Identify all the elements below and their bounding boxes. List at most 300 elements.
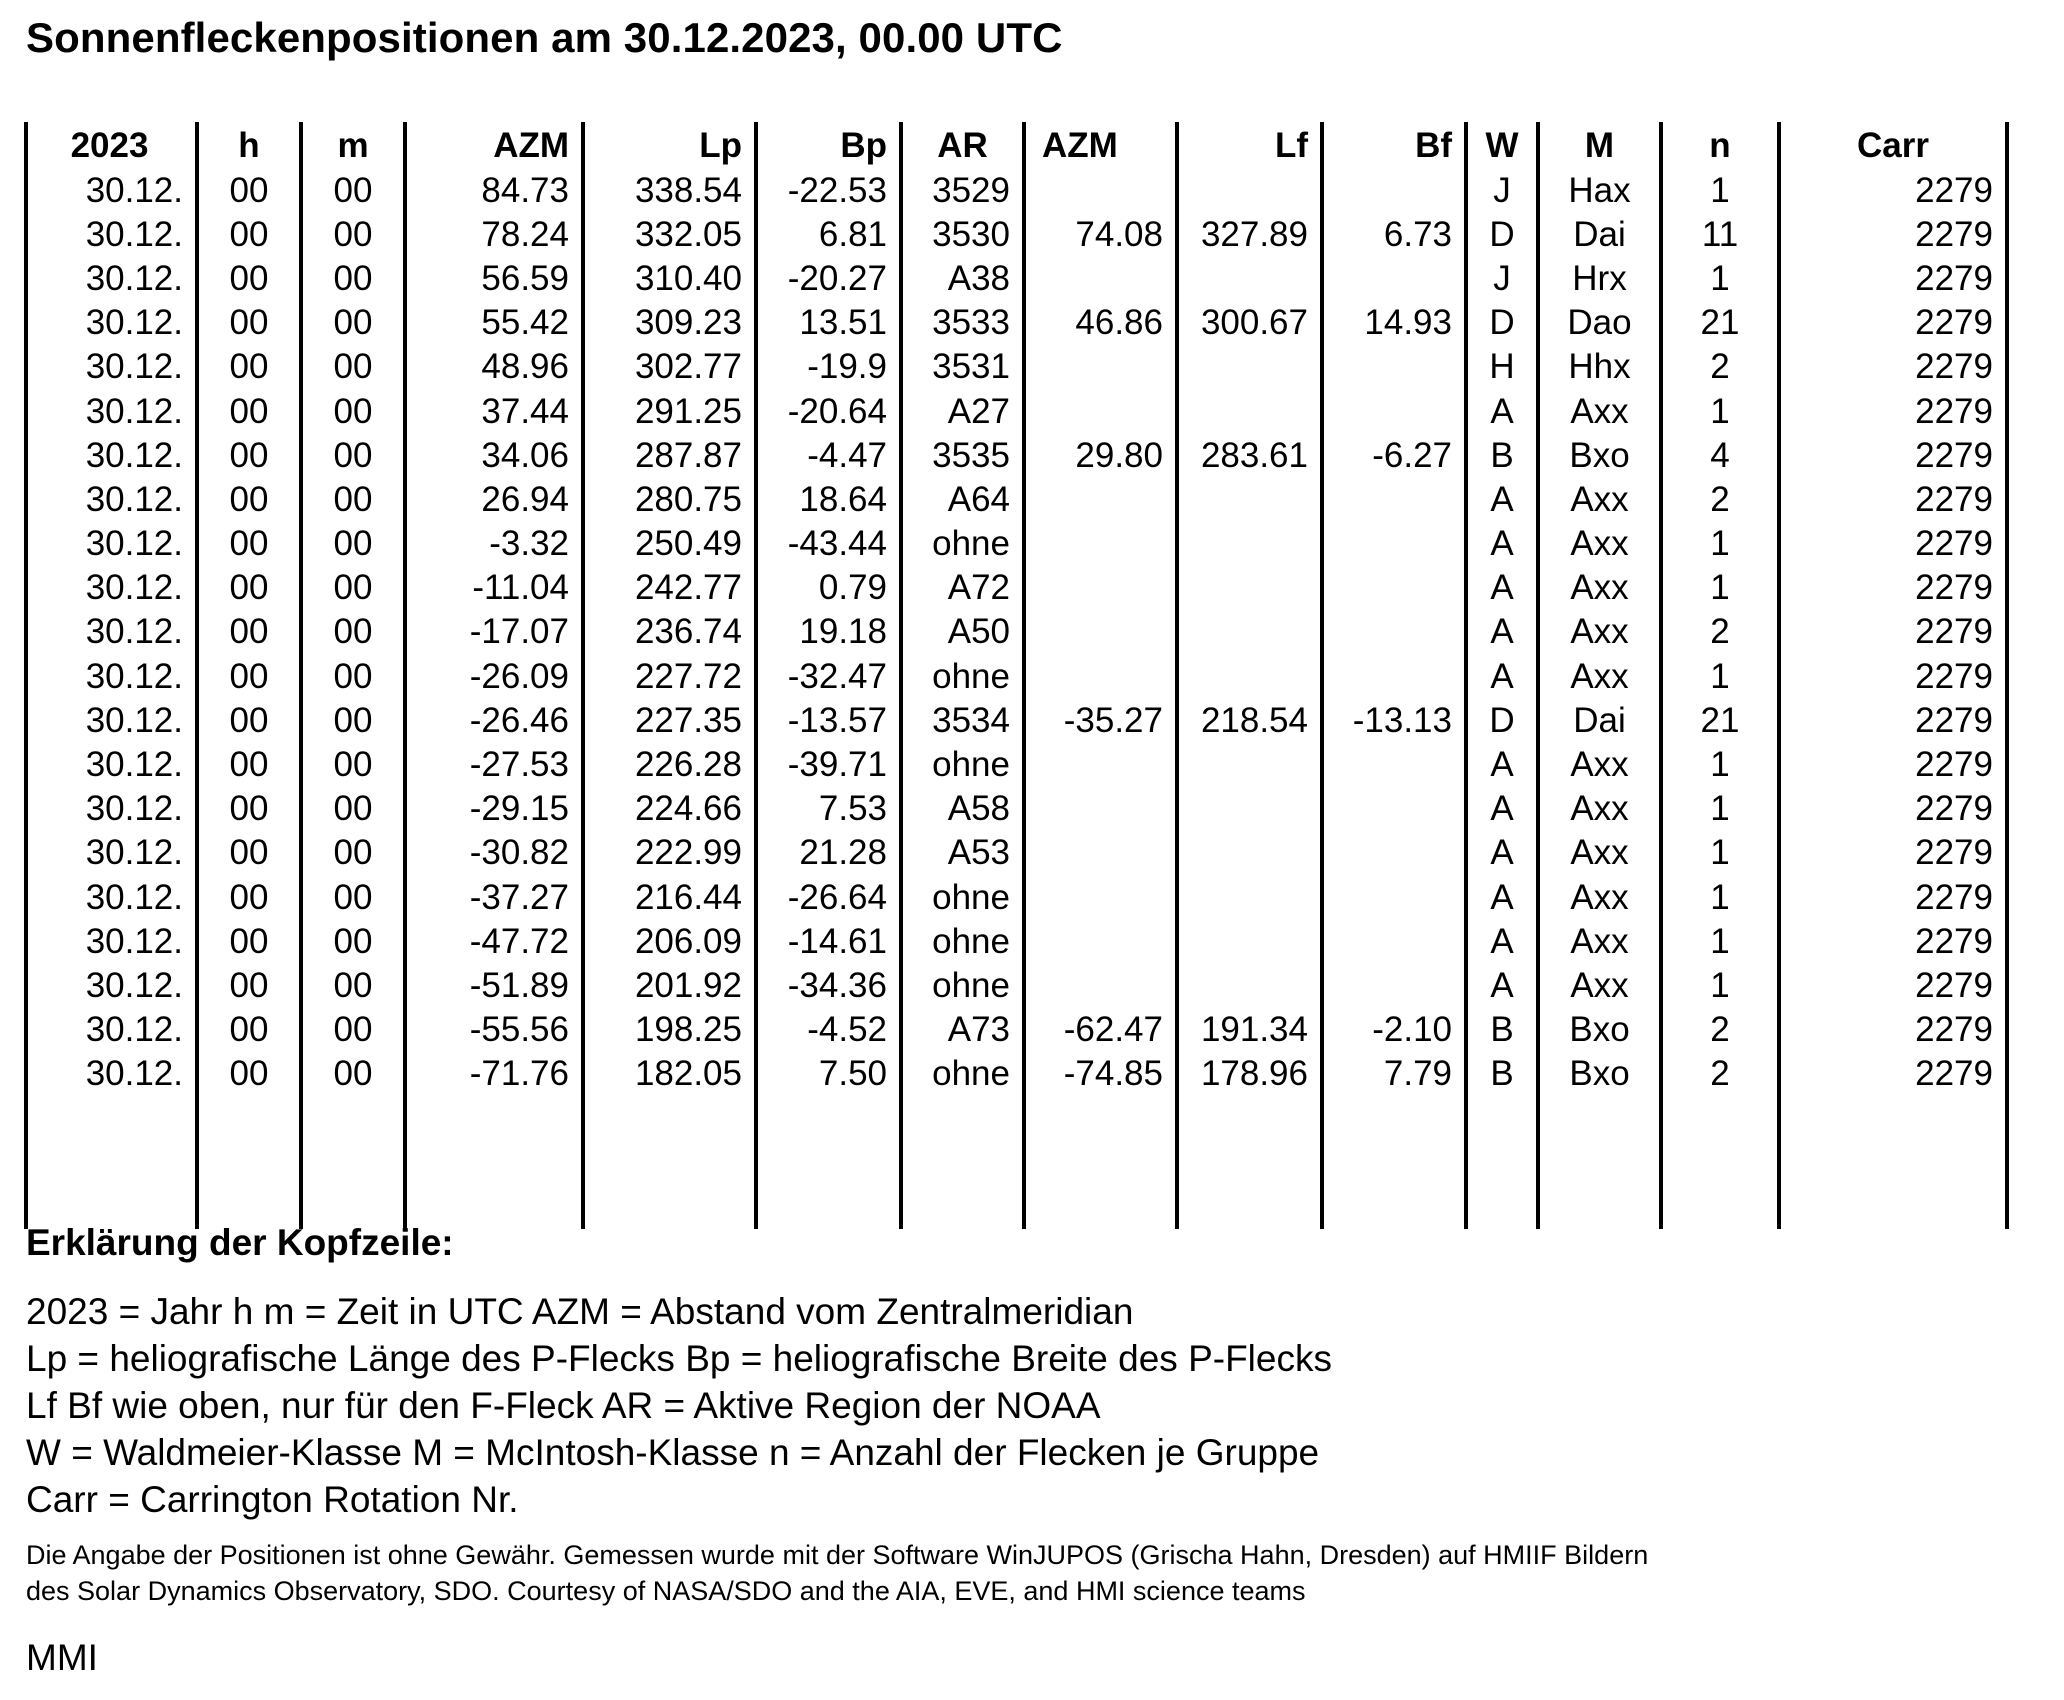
table-row	[26, 831, 2007, 875]
cell-date: 30.12.	[26, 1008, 197, 1052]
cell-hour: 00	[197, 566, 301, 610]
table-empty-row	[26, 1140, 2007, 1184]
cell-bf	[1322, 256, 1466, 300]
cell-bf: -2.10	[1322, 1008, 1466, 1052]
column-header-lf: Lf	[1177, 122, 1322, 168]
cell-date: 30.12.	[26, 610, 197, 654]
cell-carr: 2279	[1779, 389, 2007, 433]
cell-n: 4	[1661, 433, 1779, 477]
cell-bp: -34.36	[756, 963, 901, 1007]
cell-azm-f	[1024, 831, 1177, 875]
cell-ar: 3529	[901, 168, 1024, 212]
cell-lf	[1177, 610, 1322, 654]
cell-lp: 206.09	[583, 919, 756, 963]
cell-lf	[1177, 566, 1322, 610]
cell-lp: 332.05	[583, 212, 756, 256]
cell-ar: ohne	[901, 919, 1024, 963]
cell-minute: 00	[301, 301, 405, 345]
cell-ar: ohne	[901, 1052, 1024, 1096]
cell-minute: 00	[301, 168, 405, 212]
legend-line: Lf Bf wie oben, nur für den F-Fleck AR = Aktive Region der NOAA	[26, 1385, 1101, 1426]
cell-hour: 00	[197, 963, 301, 1007]
cell-azm-f	[1024, 477, 1177, 521]
cell-empty	[1779, 1096, 2007, 1140]
cell-bf: 14.93	[1322, 301, 1466, 345]
cell-carr: 2279	[1779, 301, 2007, 345]
table-empty-row	[26, 1096, 2007, 1140]
cell-empty	[1466, 1140, 1538, 1184]
cell-ar: 3533	[901, 301, 1024, 345]
column-header-bp: Bp	[756, 122, 901, 168]
cell-lp: 302.77	[583, 345, 756, 389]
cell-azm-p: 26.94	[405, 477, 583, 521]
cell-w: A	[1466, 787, 1538, 831]
cell-bp: 0.79	[756, 566, 901, 610]
cell-empty	[197, 1096, 301, 1140]
cell-azm-f	[1024, 522, 1177, 566]
cell-empty	[405, 1096, 583, 1140]
cell-azm-p: 78.24	[405, 212, 583, 256]
cell-lf: 178.96	[1177, 1052, 1322, 1096]
cell-lp: 310.40	[583, 256, 756, 300]
cell-mclass: Axx	[1538, 831, 1661, 875]
cell-empty	[1466, 1096, 1538, 1140]
cell-bp: 7.53	[756, 787, 901, 831]
cell-lf	[1177, 522, 1322, 566]
cell-azm-p: 84.73	[405, 168, 583, 212]
table-row	[26, 212, 2007, 256]
cell-minute: 00	[301, 963, 405, 1007]
cell-ar: 3535	[901, 433, 1024, 477]
cell-n: 1	[1661, 787, 1779, 831]
cell-azm-f	[1024, 256, 1177, 300]
cell-w: A	[1466, 963, 1538, 1007]
cell-empty	[301, 1140, 405, 1184]
cell-minute: 00	[301, 875, 405, 919]
table-row	[26, 963, 2007, 1007]
cell-bf	[1322, 477, 1466, 521]
cell-n: 1	[1661, 168, 1779, 212]
cell-w: A	[1466, 389, 1538, 433]
cell-carr: 2279	[1779, 698, 2007, 742]
cell-empty	[1661, 1140, 1779, 1184]
cell-lp: 227.72	[583, 654, 756, 698]
footnote-line: des Solar Dynamics Observatory, SDO. Courtesy of NASA/SDO and the AIA, EVE, and HMI science teams	[26, 1576, 1306, 1606]
cell-lp: 201.92	[583, 963, 756, 1007]
cell-n: 1	[1661, 389, 1779, 433]
cell-lf	[1177, 654, 1322, 698]
cell-w: B	[1466, 1008, 1538, 1052]
cell-ar: ohne	[901, 742, 1024, 786]
cell-lf	[1177, 875, 1322, 919]
cell-lp: 216.44	[583, 875, 756, 919]
table-row	[26, 477, 2007, 521]
cell-bp: -43.44	[756, 522, 901, 566]
cell-minute: 00	[301, 389, 405, 433]
cell-carr: 2279	[1779, 963, 2007, 1007]
cell-date: 30.12.	[26, 1052, 197, 1096]
cell-carr: 2279	[1779, 345, 2007, 389]
cell-w: J	[1466, 168, 1538, 212]
cell-minute: 00	[301, 345, 405, 389]
cell-hour: 00	[197, 1052, 301, 1096]
cell-date: 30.12.	[26, 477, 197, 521]
cell-azm-f: -35.27	[1024, 698, 1177, 742]
cell-azm-p: -55.56	[405, 1008, 583, 1052]
cell-lf	[1177, 831, 1322, 875]
cell-date: 30.12.	[26, 787, 197, 831]
cell-lp: 280.75	[583, 477, 756, 521]
cell-azm-f	[1024, 963, 1177, 1007]
cell-empty	[1466, 1184, 1538, 1228]
cell-n: 1	[1661, 742, 1779, 786]
cell-lf	[1177, 742, 1322, 786]
table-row	[26, 919, 2007, 963]
cell-hour: 00	[197, 610, 301, 654]
cell-ar: ohne	[901, 875, 1024, 919]
cell-carr: 2279	[1779, 831, 2007, 875]
cell-bf	[1322, 389, 1466, 433]
column-header-m: M	[1538, 122, 1661, 168]
cell-ar: 3534	[901, 698, 1024, 742]
cell-empty	[1538, 1140, 1661, 1184]
cell-mclass: Axx	[1538, 787, 1661, 831]
cell-lp: 250.49	[583, 522, 756, 566]
cell-mclass: Axx	[1538, 919, 1661, 963]
cell-hour: 00	[197, 875, 301, 919]
column-header-n: n	[1661, 122, 1779, 168]
cell-empty	[583, 1096, 756, 1140]
cell-w: A	[1466, 477, 1538, 521]
cell-empty	[1177, 1096, 1322, 1140]
cell-mclass: Axx	[1538, 654, 1661, 698]
cell-empty	[901, 1096, 1024, 1140]
table-row	[26, 742, 2007, 786]
cell-n: 1	[1661, 919, 1779, 963]
cell-w: A	[1466, 654, 1538, 698]
cell-ar: A38	[901, 256, 1024, 300]
cell-empty	[901, 1140, 1024, 1184]
table-row	[26, 566, 2007, 610]
cell-ar: A72	[901, 566, 1024, 610]
table-row	[26, 875, 2007, 919]
cell-lf	[1177, 787, 1322, 831]
cell-minute: 00	[301, 522, 405, 566]
cell-azm-p: -71.76	[405, 1052, 583, 1096]
column-header-ar: AR	[901, 122, 1024, 168]
cell-date: 30.12.	[26, 919, 197, 963]
cell-minute: 00	[301, 831, 405, 875]
cell-mclass: Axx	[1538, 522, 1661, 566]
cell-date: 30.12.	[26, 875, 197, 919]
cell-azm-p: -3.32	[405, 522, 583, 566]
cell-bf	[1322, 963, 1466, 1007]
author-signature: MMI	[26, 1637, 98, 1678]
cell-w: B	[1466, 1052, 1538, 1096]
column-header-year: 2023	[26, 122, 197, 168]
cell-azm-f	[1024, 610, 1177, 654]
cell-bf	[1322, 522, 1466, 566]
cell-w: D	[1466, 212, 1538, 256]
table-row	[26, 698, 2007, 742]
cell-mclass: Axx	[1538, 875, 1661, 919]
cell-azm-f	[1024, 875, 1177, 919]
cell-bf: -13.13	[1322, 698, 1466, 742]
cell-azm-p: -26.46	[405, 698, 583, 742]
legend-line: 2023 = Jahr h m = Zeit in UTC AZM = Abstand vom Zentralmeridian	[26, 1291, 1134, 1332]
cell-empty	[26, 1140, 197, 1184]
cell-mclass: Dai	[1538, 698, 1661, 742]
cell-w: A	[1466, 875, 1538, 919]
cell-w: H	[1466, 345, 1538, 389]
cell-n: 2	[1661, 1008, 1779, 1052]
column-header-lp: Lp	[583, 122, 756, 168]
cell-azm-f	[1024, 742, 1177, 786]
cell-empty	[405, 1140, 583, 1184]
cell-w: D	[1466, 301, 1538, 345]
cell-carr: 2279	[1779, 212, 2007, 256]
cell-minute: 00	[301, 742, 405, 786]
cell-carr: 2279	[1779, 433, 2007, 477]
cell-mclass: Axx	[1538, 963, 1661, 1007]
cell-ar: A53	[901, 831, 1024, 875]
cell-n: 11	[1661, 212, 1779, 256]
cell-azm-f: -62.47	[1024, 1008, 1177, 1052]
cell-empty	[1322, 1184, 1466, 1228]
cell-minute: 00	[301, 1052, 405, 1096]
cell-bf	[1322, 610, 1466, 654]
cell-n: 1	[1661, 256, 1779, 300]
cell-azm-p: -17.07	[405, 610, 583, 654]
column-header-azm-f: AZM	[1024, 122, 1177, 168]
cell-ar: A58	[901, 787, 1024, 831]
legend-line: Carr = Carrington Rotation Nr.	[26, 1479, 519, 1520]
cell-empty	[1661, 1184, 1779, 1228]
cell-hour: 00	[197, 831, 301, 875]
cell-azm-p: 48.96	[405, 345, 583, 389]
cell-azm-f	[1024, 345, 1177, 389]
cell-bp: -4.47	[756, 433, 901, 477]
cell-w: A	[1466, 566, 1538, 610]
cell-w: A	[1466, 522, 1538, 566]
cell-hour: 00	[197, 389, 301, 433]
cell-empty	[1779, 1140, 2007, 1184]
cell-empty	[26, 1096, 197, 1140]
cell-azm-p: -11.04	[405, 566, 583, 610]
cell-empty	[1538, 1184, 1661, 1228]
cell-n: 2	[1661, 1052, 1779, 1096]
cell-azm-f	[1024, 919, 1177, 963]
cell-bp: 18.64	[756, 477, 901, 521]
cell-mclass: Axx	[1538, 742, 1661, 786]
cell-carr: 2279	[1779, 477, 2007, 521]
cell-ar: ohne	[901, 522, 1024, 566]
cell-hour: 00	[197, 787, 301, 831]
cell-empty	[756, 1184, 901, 1228]
table-row	[26, 1052, 2007, 1096]
cell-w: A	[1466, 742, 1538, 786]
cell-azm-p: -30.82	[405, 831, 583, 875]
cell-carr: 2279	[1779, 919, 2007, 963]
cell-empty	[1779, 1184, 2007, 1228]
cell-date: 30.12.	[26, 389, 197, 433]
cell-azm-p: -27.53	[405, 742, 583, 786]
cell-empty	[1024, 1140, 1177, 1184]
cell-azm-p: 34.06	[405, 433, 583, 477]
table-row	[26, 389, 2007, 433]
cell-hour: 00	[197, 256, 301, 300]
cell-lp: 242.77	[583, 566, 756, 610]
cell-mclass: Axx	[1538, 477, 1661, 521]
cell-ar: A73	[901, 1008, 1024, 1052]
cell-date: 30.12.	[26, 301, 197, 345]
cell-mclass: Bxo	[1538, 433, 1661, 477]
cell-mclass: Bxo	[1538, 1052, 1661, 1096]
cell-azm-p: 37.44	[405, 389, 583, 433]
cell-mclass: Dao	[1538, 301, 1661, 345]
cell-date: 30.12.	[26, 963, 197, 1007]
cell-ar: 3530	[901, 212, 1024, 256]
cell-minute: 00	[301, 566, 405, 610]
cell-azm-p: -47.72	[405, 919, 583, 963]
cell-bf: 6.73	[1322, 212, 1466, 256]
footnote-line: Die Angabe der Positionen ist ohne Gewähr. Gemessen wurde mit der Software WinJUPOS (Grischa Hahn, Dresden) auf HMIIF Bildern	[26, 1540, 1649, 1570]
cell-lf	[1177, 345, 1322, 389]
cell-azm-p: -26.09	[405, 654, 583, 698]
cell-empty	[1661, 1096, 1779, 1140]
cell-bf	[1322, 831, 1466, 875]
cell-hour: 00	[197, 919, 301, 963]
cell-lf: 191.34	[1177, 1008, 1322, 1052]
cell-empty	[756, 1140, 901, 1184]
cell-minute: 00	[301, 433, 405, 477]
table-row	[26, 256, 2007, 300]
table-row	[26, 610, 2007, 654]
cell-carr: 2279	[1779, 522, 2007, 566]
cell-w: A	[1466, 831, 1538, 875]
cell-n: 1	[1661, 831, 1779, 875]
cell-azm-f	[1024, 389, 1177, 433]
cell-azm-f: 29.80	[1024, 433, 1177, 477]
cell-carr: 2279	[1779, 566, 2007, 610]
cell-carr: 2279	[1779, 168, 2007, 212]
cell-bp: -4.52	[756, 1008, 901, 1052]
cell-mclass: Hhx	[1538, 345, 1661, 389]
cell-empty	[1177, 1140, 1322, 1184]
cell-hour: 00	[197, 301, 301, 345]
cell-lf: 283.61	[1177, 433, 1322, 477]
table-row	[26, 168, 2007, 212]
cell-empty	[1322, 1096, 1466, 1140]
table-row	[26, 301, 2007, 345]
cell-date: 30.12.	[26, 168, 197, 212]
cell-empty	[301, 1096, 405, 1140]
cell-n: 21	[1661, 301, 1779, 345]
cell-azm-p: 56.59	[405, 256, 583, 300]
cell-mclass: Axx	[1538, 389, 1661, 433]
cell-azm-p: -29.15	[405, 787, 583, 831]
table-row	[26, 1008, 2007, 1052]
cell-empty	[197, 1140, 301, 1184]
cell-azm-p: -37.27	[405, 875, 583, 919]
cell-lf: 327.89	[1177, 212, 1322, 256]
cell-mclass: Dai	[1538, 212, 1661, 256]
cell-lp: 227.35	[583, 698, 756, 742]
cell-carr: 2279	[1779, 1008, 2007, 1052]
cell-azm-f	[1024, 566, 1177, 610]
cell-lp: 309.23	[583, 301, 756, 345]
table-row	[26, 345, 2007, 389]
cell-bp: -13.57	[756, 698, 901, 742]
cell-carr: 2279	[1779, 787, 2007, 831]
cell-lf	[1177, 477, 1322, 521]
cell-bf	[1322, 654, 1466, 698]
cell-carr: 2279	[1779, 256, 2007, 300]
cell-lp: 198.25	[583, 1008, 756, 1052]
cell-w: D	[1466, 698, 1538, 742]
cell-empty	[583, 1184, 756, 1228]
cell-azm-f	[1024, 654, 1177, 698]
cell-azm-f	[1024, 168, 1177, 212]
cell-azm-f: 46.86	[1024, 301, 1177, 345]
cell-n: 2	[1661, 610, 1779, 654]
cell-hour: 00	[197, 742, 301, 786]
cell-bf	[1322, 168, 1466, 212]
cell-bp: 13.51	[756, 301, 901, 345]
cell-bp: -22.53	[756, 168, 901, 212]
cell-minute: 00	[301, 698, 405, 742]
cell-ar: ohne	[901, 654, 1024, 698]
cell-bp: -26.64	[756, 875, 901, 919]
cell-n: 1	[1661, 963, 1779, 1007]
cell-minute: 00	[301, 610, 405, 654]
cell-minute: 00	[301, 919, 405, 963]
cell-lf	[1177, 963, 1322, 1007]
cell-empty	[583, 1140, 756, 1184]
cell-date: 30.12.	[26, 345, 197, 389]
cell-n: 1	[1661, 875, 1779, 919]
cell-hour: 00	[197, 1008, 301, 1052]
cell-hour: 00	[197, 345, 301, 389]
column-header-hour: h	[197, 122, 301, 168]
cell-mclass: Bxo	[1538, 1008, 1661, 1052]
cell-lp: 236.74	[583, 610, 756, 654]
cell-bp: -39.71	[756, 742, 901, 786]
cell-lp: 291.25	[583, 389, 756, 433]
page-title: Sonnenfleckenpositionen am 30.12.2023, 00.00 UTC	[26, 14, 1063, 61]
cell-hour: 00	[197, 168, 301, 212]
cell-date: 30.12.	[26, 522, 197, 566]
sunspot-positions-table	[24, 122, 2009, 1229]
cell-empty	[756, 1096, 901, 1140]
cell-date: 30.12.	[26, 433, 197, 477]
column-header-w: W	[1466, 122, 1538, 168]
cell-lp: 226.28	[583, 742, 756, 786]
column-header-carr: Carr	[1779, 122, 2007, 168]
cell-bp: -32.47	[756, 654, 901, 698]
table-row	[26, 522, 2007, 566]
cell-ar: A27	[901, 389, 1024, 433]
cell-mclass: Hax	[1538, 168, 1661, 212]
cell-carr: 2279	[1779, 1052, 2007, 1096]
cell-hour: 00	[197, 477, 301, 521]
cell-carr: 2279	[1779, 742, 2007, 786]
cell-date: 30.12.	[26, 566, 197, 610]
cell-bf: -6.27	[1322, 433, 1466, 477]
cell-w: J	[1466, 256, 1538, 300]
cell-w: B	[1466, 433, 1538, 477]
cell-ar: ohne	[901, 963, 1024, 1007]
